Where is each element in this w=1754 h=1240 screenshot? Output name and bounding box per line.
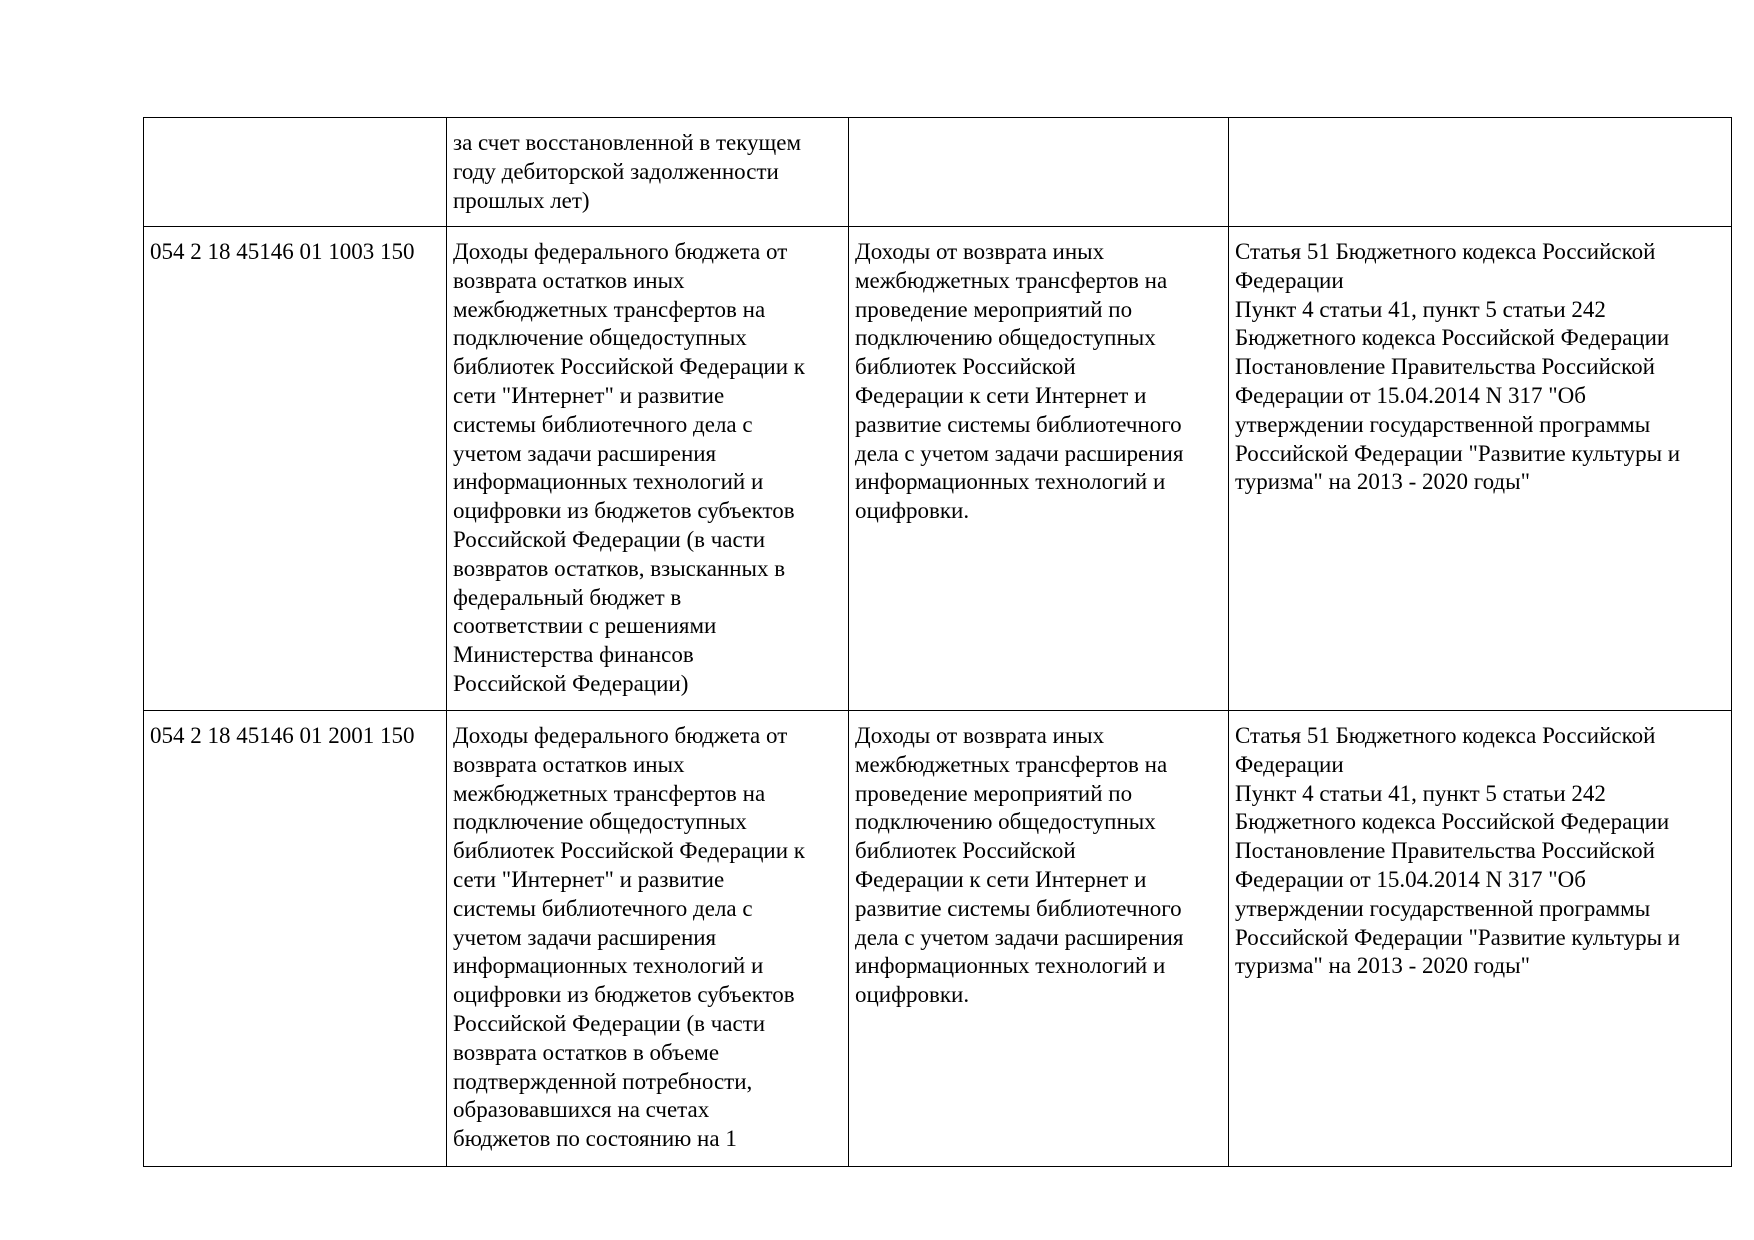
code-cell [144,118,447,227]
budget-classification-table [143,117,1732,1167]
revenue-type-cell [849,118,1229,227]
legal-basis-cell: Статья 51 Бюджетного кодекса Российской Федерации Пункт 4 статьи 41, пункт 5 статьи 242 Бюджетного кодекса Российской Федерации Постановление Правительства Российской Федерации от 15.04.2014 N 317 "Об утверждении государственной программы Российской Федерации "Развитие культуры и туризма" на 2013 - 2020 годы" [1229,711,1732,1167]
revenue-type-cell: Доходы от возврата иных межбюджетных трансфертов на проведение мероприятий по подключению общедоступных библиотек Российской Федерации к сети Интернет и развитие системы библиотечного дела с учетом задачи расширения информационных технологий и оцифровки. [849,227,1229,711]
legal-basis-cell: Статья 51 Бюджетного кодекса Российской Федерации Пункт 4 статьи 41, пункт 5 статьи 242 Бюджетного кодекса Российской Федерации Постановление Правительства Российской Федерации от 15.04.2014 N 317 "Об утверждении государственной программы Российской Федерации "Развитие культуры и туризма" на 2013 - 2020 годы" [1229,227,1732,711]
table-row [144,711,1732,1167]
description-cell: Доходы федерального бюджета от возврата остатков иных межбюджетных трансфертов на подключение общедоступных библиотек Российской Федерации к сети "Интернет" и развитие системы библиотечного дела с учетом задачи расширения информационных технологий и оцифровки из бюджетов субъектов Российской Федерации (в части возврата остатков в объеме подтвержденной потребности, образовавшихся на счетах бюджетов по состоянию на 1 [447,711,849,1167]
description-cell: за счет восстановленной в текущем году дебиторской задолженности прошлых лет) [447,118,849,227]
table-row [144,227,1732,711]
legal-basis-cell [1229,118,1732,227]
revenue-type-cell: Доходы от возврата иных межбюджетных трансфертов на проведение мероприятий по подключению общедоступных библиотек Российской Федерации к сети Интернет и развитие системы библиотечного дела с учетом задачи расширения информационных технологий и оцифровки. [849,711,1229,1167]
description-cell: Доходы федерального бюджета от возврата остатков иных межбюджетных трансфертов на подключение общедоступных библиотек Российской Федерации к сети "Интернет" и развитие системы библиотечного дела с учетом задачи расширения информационных технологий и оцифровки из бюджетов субъектов Российской Федерации (в части возвратов остатков, взысканных в федеральный бюджет в соответствии с решениями Министерства финансов Российской Федерации) [447,227,849,711]
code-cell: 054 2 18 45146 01 2001 150 [144,711,447,1167]
code-cell: 054 2 18 45146 01 1003 150 [144,227,447,711]
table-row [144,118,1732,227]
